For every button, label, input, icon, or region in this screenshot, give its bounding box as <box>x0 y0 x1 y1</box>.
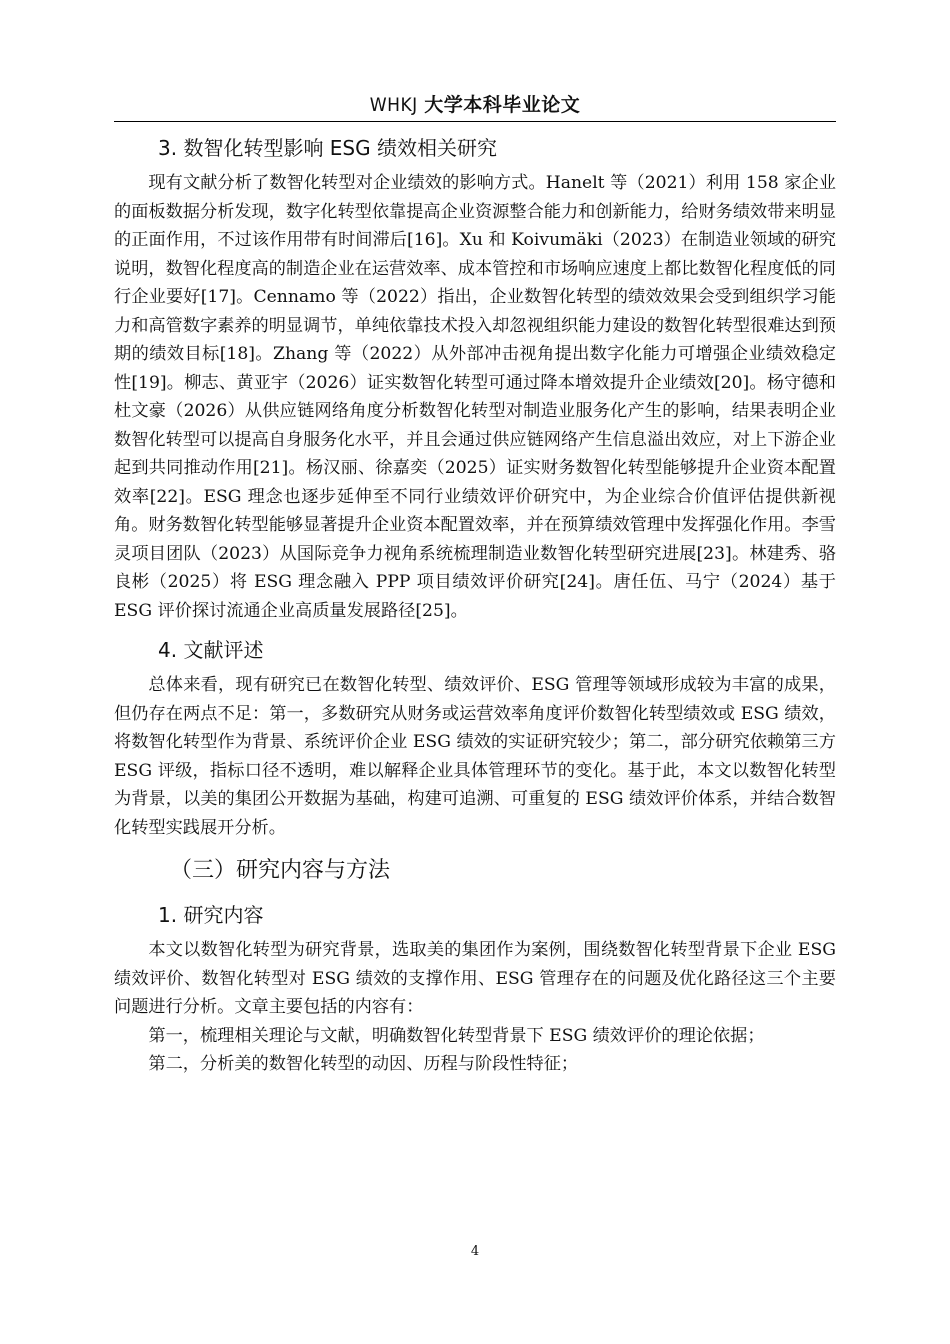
section-1-paragraph-2: 第一，梳理相关理论与文献，明确数智化转型背景下 ESG 绩效评价的理论依据； <box>148 1025 765 1046</box>
section-4-heading: 4. 文献评述 <box>158 638 264 662</box>
part-3-heading: （三）研究内容与方法 <box>170 858 391 883</box>
section-3-heading: 3. 数智化转型影响 ESG 绩效相关研究 <box>158 136 497 160</box>
section-1-paragraph-1: 本文以数智化转型为研究背景，选取美的集团作为案例，围绕数智化转型背景下企业 ESG 绩效评价、数智化转型对 ESG 绩效的支撑作用、ESG 管理存在的问题及优化路径这三个主要问题进行分析。文章主要包括的内容有： <box>114 940 836 1017</box>
header-rule <box>114 121 836 122</box>
section-1-paragraph-3: 第二，分析美的数智化转型的动因、历程与阶段性特征； <box>148 1054 579 1074</box>
header-title: 大学本科毕业论文 <box>424 94 581 116</box>
header-latin: WHKJ <box>369 94 418 116</box>
document-body <box>114 131 836 1079</box>
section-3-paragraph: 现有文献分析了数智化转型对企业绩效的影响方式。Hanelt 等（2021）利用 158 家企业的面板数据分析发现，数字化转型依靠提高企业资源整合能力和创新能力，给财务绩效带来明显的正面作用，不过该作用带有时间滞后[16]。Xu 和 Koivumäki（2023）在制造业领域的研究说明，数智化程度高的制造企业在运营效率、成本管控和市场响应速度上都比数智化程度低的同行企业要好[17]。Cennamo 等（2022）指出，企业数智化转型的绩效效果会受到组织学习能力和高管数字素养的明显调节，单纯依靠技术投入却忽视组织能力建设的数智化转型很难达到预期的绩效目标[18]。Zhang 等（2022）从外部冲击视角提出数字化能力可增强企业绩效稳定性[19]。柳志、黄亚宇（2026）证实数智化转型可通过降本增效提升企业绩效[20]。杨守德和杜文豪（2026）从供应链网络角度分析数智化转型对制造业服务化产生的影响，结果表明企业数智化转型可以提高自身服务化水平，并且会通过供应链网络产生信息溢出效应，对上下游企业起到共同推动作用[21]。杨汉丽、徐嘉奕（2025）证实财务数智化转型能够提升企业资本配置效率[22]。ESG 理念也逐步延伸至不同行业绩效评价研究中，为企业综合价值评估提供新视角。财务数智化转型能够显著提升企业资本配置效率，并在预算绩效管理中发挥强化作用。李雪灵项目团队（2023）从国际竞争力视角系统梳理制造业数智化转型研究进展[23]。林建秀、骆良彬（2025）将 ESG 理念融入 PPP 项目绩效评价研究[24]。唐任伍、马宁（2024）基于 ESG 评价探讨流通企业高质量发展路径[25]。 <box>114 173 836 621</box>
page-number: 4 <box>470 1244 480 1259</box>
section-4-paragraph: 总体来看，现有研究已在数智化转型、绩效评价、ESG 管理等领域形成较为丰富的成果，但仍存在两点不足：第一，多数研究从财务或运营效率角度评价数智化转型绩效或 ESG 绩效，将数智化转型作为背景、系统评价企业 ESG 绩效的实证研究较少；第二，部分研究依赖第三方 ESG 评级，指标口径不透明，难以解释企业具体管理环节的变化。基于此，本文以数智化转型为背景，以美的集团公开数据为基础，构建可追溯、可重复的 ESG 绩效评价体系，并结合数智化转型实践展开分析。 <box>114 675 836 838</box>
running-header <box>114 90 836 120</box>
section-1-heading: 1. 研究内容 <box>158 903 264 927</box>
